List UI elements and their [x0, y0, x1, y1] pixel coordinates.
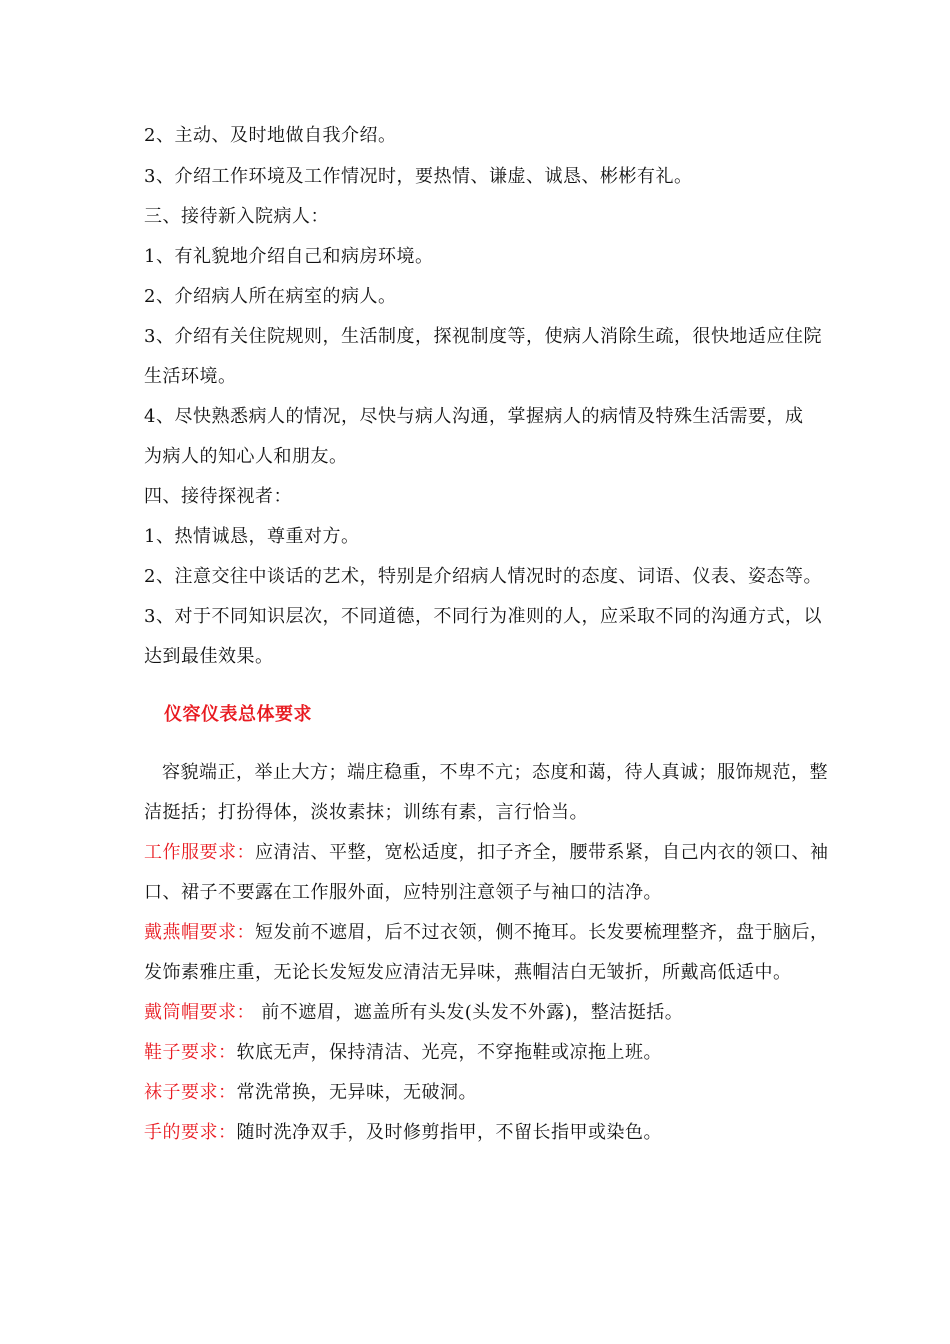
uniform-text-cont: 口、裙子不要露在工作服外面，应特别注意领子与袖口的洁净。	[144, 882, 662, 903]
intro-line: 洁挺括；打扮得体，淡妆素抹；训练有素，言行恰当。	[144, 802, 588, 823]
socks-label: 袜子要求：	[144, 1082, 237, 1103]
text-line: 为病人的知心人和朋友。	[144, 446, 348, 467]
intro-line: 容貌端正，举止大方；端庄稳重，不卑不亢；态度和蔼，待人真诚；服饰规范，整	[162, 762, 828, 783]
socks-text: 常洗常换，无异味，无破洞。	[236, 1082, 477, 1103]
cap-label: 戴燕帽要求：	[144, 922, 255, 943]
text-line: 3、介绍工作环境及工作情况时，要热情、谦虚、诚恳、彬彬有礼。	[144, 166, 693, 187]
section-heading-3: 三、接待新入院病人：	[144, 206, 329, 227]
text-line: 4、尽快熟悉病人的情况，尽快与病人沟通，掌握病人的病情及特殊生活需要，成	[144, 406, 804, 427]
hands-label: 手的要求：	[144, 1122, 237, 1143]
shoes-label: 鞋子要求：	[144, 1042, 237, 1063]
section-title: 仪容仪表总体要求	[164, 704, 312, 725]
text-line: 2、介绍病人所在病室的病人。	[144, 286, 397, 307]
cap-requirement	[144, 921, 829, 945]
cap-text-cont: 发饰素雅庄重，无论长发短发应清洁无异味，燕帽洁白无皱折，所戴高低适中。	[144, 962, 792, 983]
socks-requirement	[144, 1081, 824, 1105]
tube-cap-requirement	[144, 1001, 824, 1025]
section-heading-4: 四、接待探视者：	[144, 486, 292, 507]
shoes-text: 软底无声，保持清洁、光亮，不穿拖鞋或凉拖上班。	[236, 1042, 662, 1063]
text-line: 2、主动、及时地做自我介绍。	[144, 125, 397, 146]
hands-text: 随时洗净双手，及时修剪指甲，不留长指甲或染色。	[236, 1122, 662, 1143]
text-line: 2、注意交往中谈话的艺术，特别是介绍病人情况时的态度、词语、仪表、姿态等。	[144, 566, 822, 587]
hands-requirement	[144, 1121, 824, 1145]
uniform-text: 应清洁、平整，宽松适度，扣子齐全，腰带系紧，自己内衣的领口、袖	[255, 842, 829, 863]
shoes-requirement	[144, 1041, 824, 1065]
text-line: 达到最佳效果。	[144, 646, 274, 667]
text-line: 1、热情诚恳，尊重对方。	[144, 526, 360, 547]
text-line: 3、介绍有关住院规则，生活制度，探视制度等，使病人消除生疏，很快地适应住院	[144, 326, 822, 347]
text-line: 3、对于不同知识层次，不同道德，不同行为准则的人，应采取不同的沟通方式，以	[144, 606, 822, 627]
uniform-requirement	[144, 841, 829, 865]
tube-cap-text: 前不遮眉，遮盖所有头发(头发不外露)，整洁挺括。	[255, 1002, 684, 1023]
tube-cap-label: 戴筒帽要求：	[144, 1002, 255, 1023]
text-line: 1、有礼貌地介绍自己和病房环境。	[144, 246, 434, 267]
text-line: 生活环境。	[144, 366, 237, 387]
cap-text: 短发前不遮眉，后不过衣领，侧不掩耳。长发要梳理整齐，盘于脑后，	[255, 922, 829, 943]
uniform-label: 工作服要求：	[144, 842, 255, 863]
